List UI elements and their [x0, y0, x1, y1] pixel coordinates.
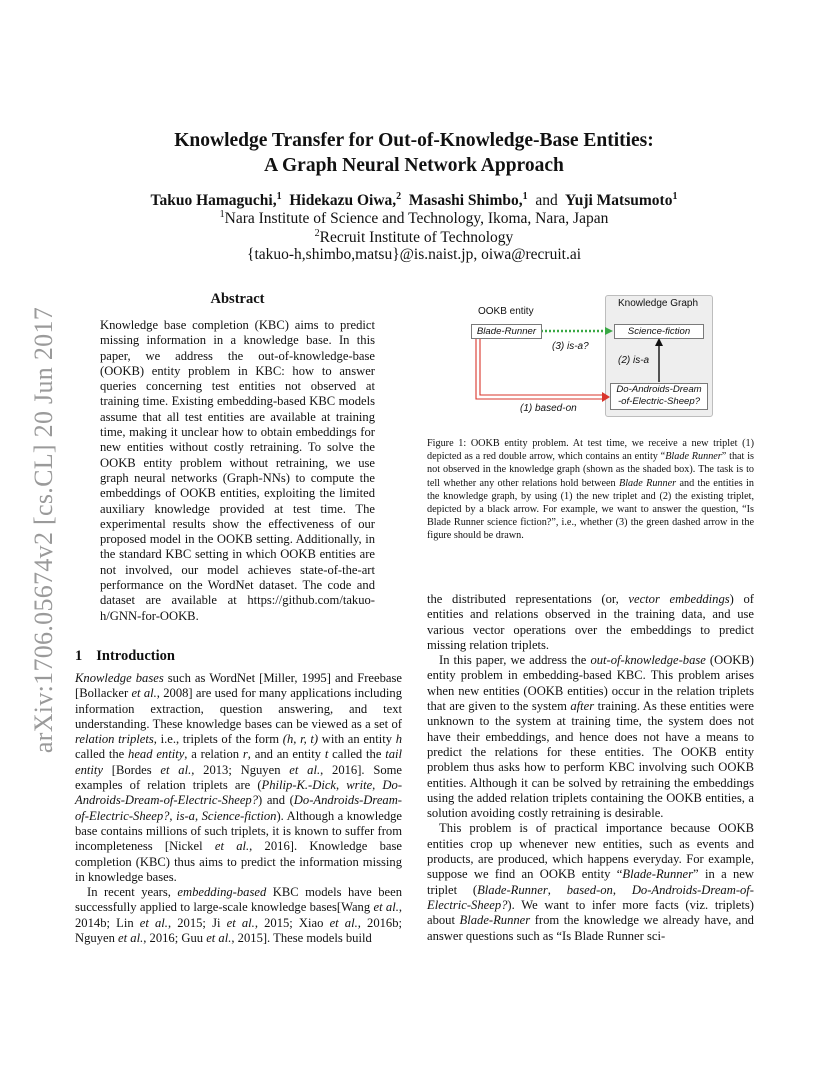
node-label-line: -of-Electric-Sheep? — [617, 396, 701, 407]
math: t — [324, 747, 329, 762]
node-label-line: Do-Androids-Dream — [616, 384, 702, 395]
emph: et al. — [160, 762, 192, 777]
arxiv-id: arXiv:1706.05674v2 [cs.CL] 20 Jun 2017 — [29, 306, 58, 754]
math: (h, r, t) — [282, 732, 319, 747]
text: , 2015]. These models build — [231, 931, 372, 946]
emph: Do-Androids-Dream-of-Electric-Sheep? — [427, 882, 754, 912]
text: (OOKB) entity problem in embedding-based KBC. This problem arises when new entities (OOKB entities) occur in the relation triplets that are given to the system — [427, 653, 754, 714]
text: In recent years, — [87, 885, 178, 900]
emph: et al. — [226, 915, 255, 930]
emph: Blade Runner — [665, 451, 722, 463]
text: , — [612, 882, 632, 897]
edge-label-based-on: (1) based-on — [520, 403, 577, 414]
text: , 2015; Ji — [167, 915, 227, 930]
affil-mark: 2 — [314, 228, 320, 239]
text: with an entity — [318, 732, 396, 747]
text: In this paper, we address the — [439, 653, 591, 668]
emph: Do-Androids-Dream-of-Electric-Sheep? — [75, 778, 403, 808]
text: , 2013; Nguyen — [191, 762, 290, 777]
text: ). We want to infer more facts (viz. triplets) about — [427, 897, 754, 928]
node-science-fiction: Science-fiction — [614, 324, 704, 339]
text: , 2016]. Some examples of relation triplets are ( — [75, 762, 403, 793]
abstract-text: Knowledge base completion (KBC) aims to predict missing information in a knowledge base. In this paper, we address the out-of-knowledge-base (OOKB) entity problem in KBC: how to answer queries concerning test entities not observed at training time. Existing embedding-based KBC models assume that all test entities are available at training time, making it unclear how to obtain embeddings for new entities without costly retraining. To solve the OOKB entity problem without retraining, we use graph neural networks (Graph-NNs) to compute the embeddings of OOKB entities, exploiting the limited auxiliary knowledge provided at test time. The experimental results show the effectiveness of our proposed model in the OOKB setting. Additionally, in the standard KBC setting in which OOKB entities are not involved, our model achieves state-of-the-art performance on the WordNet dataset. The code and dataset are available at https://github.com/takuo-h/GNN-for-OOKB. — [100, 318, 375, 623]
emph: et al. — [206, 931, 232, 946]
emph: embedding-based — [177, 885, 267, 900]
emph: Philip-K.-Dick — [261, 778, 337, 793]
emph: vector embeddings — [628, 592, 730, 606]
emph: et al. — [373, 900, 399, 915]
abstract-heading: Abstract — [210, 291, 265, 307]
text: training. As these entities were unknown to the system at training time, the system does not have their embeddings, and hence does not have a means to predict the relations for these entities. The OOKB entity problem thus asks how to perform KBC involving such OOKB entities. Although it can be solved by retraining the embeddings using the added relation triplets containing the OOKB entities, a solution avoiding costly retraining is desirable. — [427, 699, 754, 821]
author-name: Hidekazu Oiwa, — [289, 192, 397, 210]
emph: Blade-Runner — [622, 867, 694, 882]
arrow-head-green — [605, 327, 613, 335]
paragraph — [427, 653, 754, 821]
emph: tail entity — [75, 747, 402, 777]
emph: et al. — [118, 931, 144, 946]
text: the distributed representations (or, — [427, 592, 629, 606]
node-do-androids-dream — [610, 383, 708, 410]
author-name: Takuo Hamaguchi, — [150, 192, 277, 210]
author-affil-mark: 2 — [396, 191, 402, 202]
emph: Blade-Runner — [459, 913, 531, 928]
emph: et al. — [329, 915, 358, 930]
text: from the knowledge we already have, and answer questions such as “Is Blade Runner sci- — [427, 913, 754, 943]
text: , 2016; Guu — [143, 931, 207, 946]
text: [Bordes — [102, 762, 161, 777]
text: such as WordNet [Miller, 1995] and Freebase [Bollacker — [75, 671, 402, 701]
text: , — [372, 778, 383, 793]
emph: et al. — [214, 839, 250, 854]
figure-caption — [427, 437, 754, 543]
text: , 2015; Xiao — [254, 915, 330, 930]
text: , — [169, 808, 177, 823]
emph: out-of-knowledge-base — [590, 653, 706, 668]
author-conjunction: and — [535, 192, 558, 210]
paragraph — [427, 821, 754, 943]
author-name: Yuji Matsumoto — [564, 192, 673, 210]
title-line-2: A Graph Neural Network Approach — [264, 155, 564, 176]
text: , — [336, 778, 347, 793]
text: ). Although a knowledge base contains millions of such triplets, it is known to suffer from incompleteness [Nickel — [75, 808, 403, 854]
affil-mark: 1 — [219, 209, 225, 220]
edge-label-is-a: (2) is-a — [618, 355, 650, 366]
author-name: Masashi Shimbo, — [408, 192, 523, 210]
emph: et al. — [289, 762, 321, 777]
text: ” that is not observed in the knowledge graph (shown as the shaded box). The task is to tell whether any other relations hold between — [427, 451, 754, 489]
text: called the — [75, 747, 129, 762]
arrow-head-black — [655, 338, 663, 346]
text: , — [194, 808, 202, 823]
author-affil-mark: 1 — [522, 191, 528, 202]
text: , 2016]. Knowledge base completion (KBC) thus aims to predict the information missing in knowledge bases. — [75, 839, 403, 884]
emph: Knowledge bases — [75, 671, 164, 685]
text: , i.e., triplets of the form — [153, 732, 283, 747]
author-affil-mark: 1 — [276, 191, 282, 202]
emph: head entity — [128, 747, 185, 762]
text: and the entities in the knowledge graph, by using (1) the new triplet and (2) the existing triplet, depicted by a black arrow. For example, we want to answer the question, “Is Blade Runner science fiction?”, i.e., whether (3) the green dashed arrow in the figure should be drawn. — [427, 477, 754, 542]
knowledge-graph-title: Knowledge Graph — [617, 298, 699, 309]
text: , 2008] are used for many applications including information extraction, question answering, and text understanding. These knowledge bases can be viewed as a set of — [75, 686, 402, 731]
text: ) and ( — [258, 793, 294, 808]
emph: is-a — [176, 808, 195, 823]
emph: write — [346, 778, 373, 793]
text: , a relation — [184, 747, 243, 762]
emph: Blade-Runner — [477, 882, 548, 897]
text: , — [547, 882, 567, 897]
emph: after — [570, 699, 595, 714]
text: , and an entity — [247, 747, 325, 762]
text: , 2014b; Lin — [75, 900, 403, 930]
emph: et al. — [139, 915, 168, 930]
arrow-head-red — [602, 392, 610, 402]
text: ” in a new triplet ( — [427, 867, 754, 897]
math: h — [395, 732, 402, 747]
section-title: Introduction — [96, 648, 175, 664]
intro-right-column — [427, 592, 754, 944]
emph: Blade Runner — [619, 477, 677, 489]
affil-text: Recruit Institute of Technology — [319, 229, 514, 247]
text: This problem is of practical importance because OOKB entities crop up whenever new entities, such as events and products, are produced, which happens everyday. For example, suppose we find an OOKB entity “ — [427, 821, 754, 882]
author-emails: {takuo-h,shimbo,matsu}@is.naist.jp, oiwa@recruit.ai — [247, 246, 581, 263]
paragraph — [427, 592, 754, 653]
text: KBC models have been successfully applied to large-scale knowledge bases[Wang — [75, 885, 402, 915]
section-number: 1 — [75, 648, 83, 664]
emph: Do-Androids-Dream-of-Electric-Sheep? — [75, 793, 402, 823]
affil-text: Nara Institute of Science and Technology, Ikoma, Nara, Japan — [224, 210, 609, 228]
text: ) of entities and relations observed in the training data, and use various vector operations over the embeddings to predict missing relation triplets. — [427, 592, 754, 652]
text: Figure 1: OOKB entity problem. At test time, we receive a new triplet (1) depicted as a red double arrow, which contains an entity “ — [427, 438, 754, 463]
emph: relation triplets — [75, 732, 154, 747]
author-affil-mark: 1 — [672, 191, 678, 202]
math: r — [242, 747, 248, 762]
emph: Science-fiction — [201, 808, 277, 823]
text: called the — [328, 747, 386, 762]
emph: et al. — [131, 686, 157, 701]
edge-label-is-a-query: (3) is-a? — [552, 341, 589, 352]
text: , 2016b; Nguyen — [75, 915, 403, 946]
node-blade-runner: Blade-Runner — [471, 324, 542, 339]
title-line-1: Knowledge Transfer for Out-of-Knowledge-Base Entities: — [174, 130, 654, 151]
emph: based-on — [566, 882, 613, 897]
oookb-entity-title: OOKB entity — [478, 306, 534, 317]
